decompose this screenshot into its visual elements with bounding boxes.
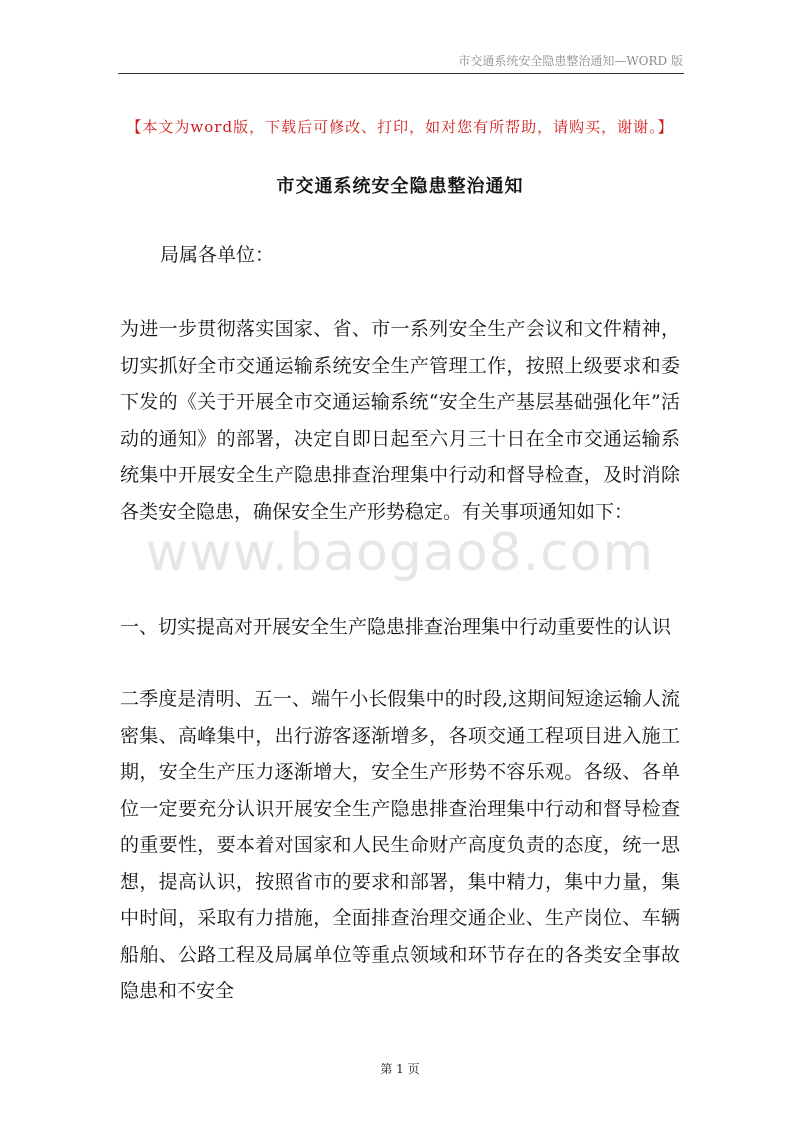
header-divider — [118, 73, 684, 74]
purchase-notice: 【本文为word版，下载后可修改、打印，如对您有所帮助，请购买，谢谢。】 — [126, 118, 674, 136]
section-heading-1: 一、切实提高对开展安全生产隐患排查治理集中行动重要性的认识 — [120, 616, 672, 638]
running-header: 市交通系统安全隐患整治通知—WORD 版 — [458, 54, 683, 68]
body-paragraph: 二季度是清明、五一、端午小长假集中的时段,这期间短途运输人流密集、高峰集中，出行游客逐渐增多，各项交通工程项目进入施工期，安全生产压力逐渐增大，安全生产形势不容乐观。各级、各单位一定要充分认识开展安全生产隐患排查治理集中行动和督导检查的重要性，要本着对国家和人民生命财产高度负责的态度，统一思想，提高认识，按照省市的要求和部署，集中精力，集中力量，集中时间，采取有力措施，全面排查治理交通企业、生产岗位、车辆船舶、公路工程及局属单位等重点领域和环节存在的各类安全事故隐患和不安全 — [120, 688, 680, 1002]
intro-paragraph: 为进一步贯彻落实国家、省、市一系列安全生产会议和文件精神，切实抓好全市交通运输系统安全生产管理工作，按照上级要求和委下发的《关于开展全市交通运输系统“安全生产基层基础强化年”活动的通知》的部署，决定自即日起至六月三十日在全市交通运输系统集中开展安全生产隐患排查治理集中行动和督导检查，及时消除各类安全隐患，确保安全生产形势稳定。有关事项通知如下： — [120, 318, 680, 523]
document-title: 市交通系统安全隐患整治通知 — [276, 176, 524, 197]
watermark: www.baogao8.com — [145, 523, 655, 583]
page-number: 第 1 页 — [380, 1062, 420, 1076]
salutation: 局属各单位： — [160, 244, 275, 266]
